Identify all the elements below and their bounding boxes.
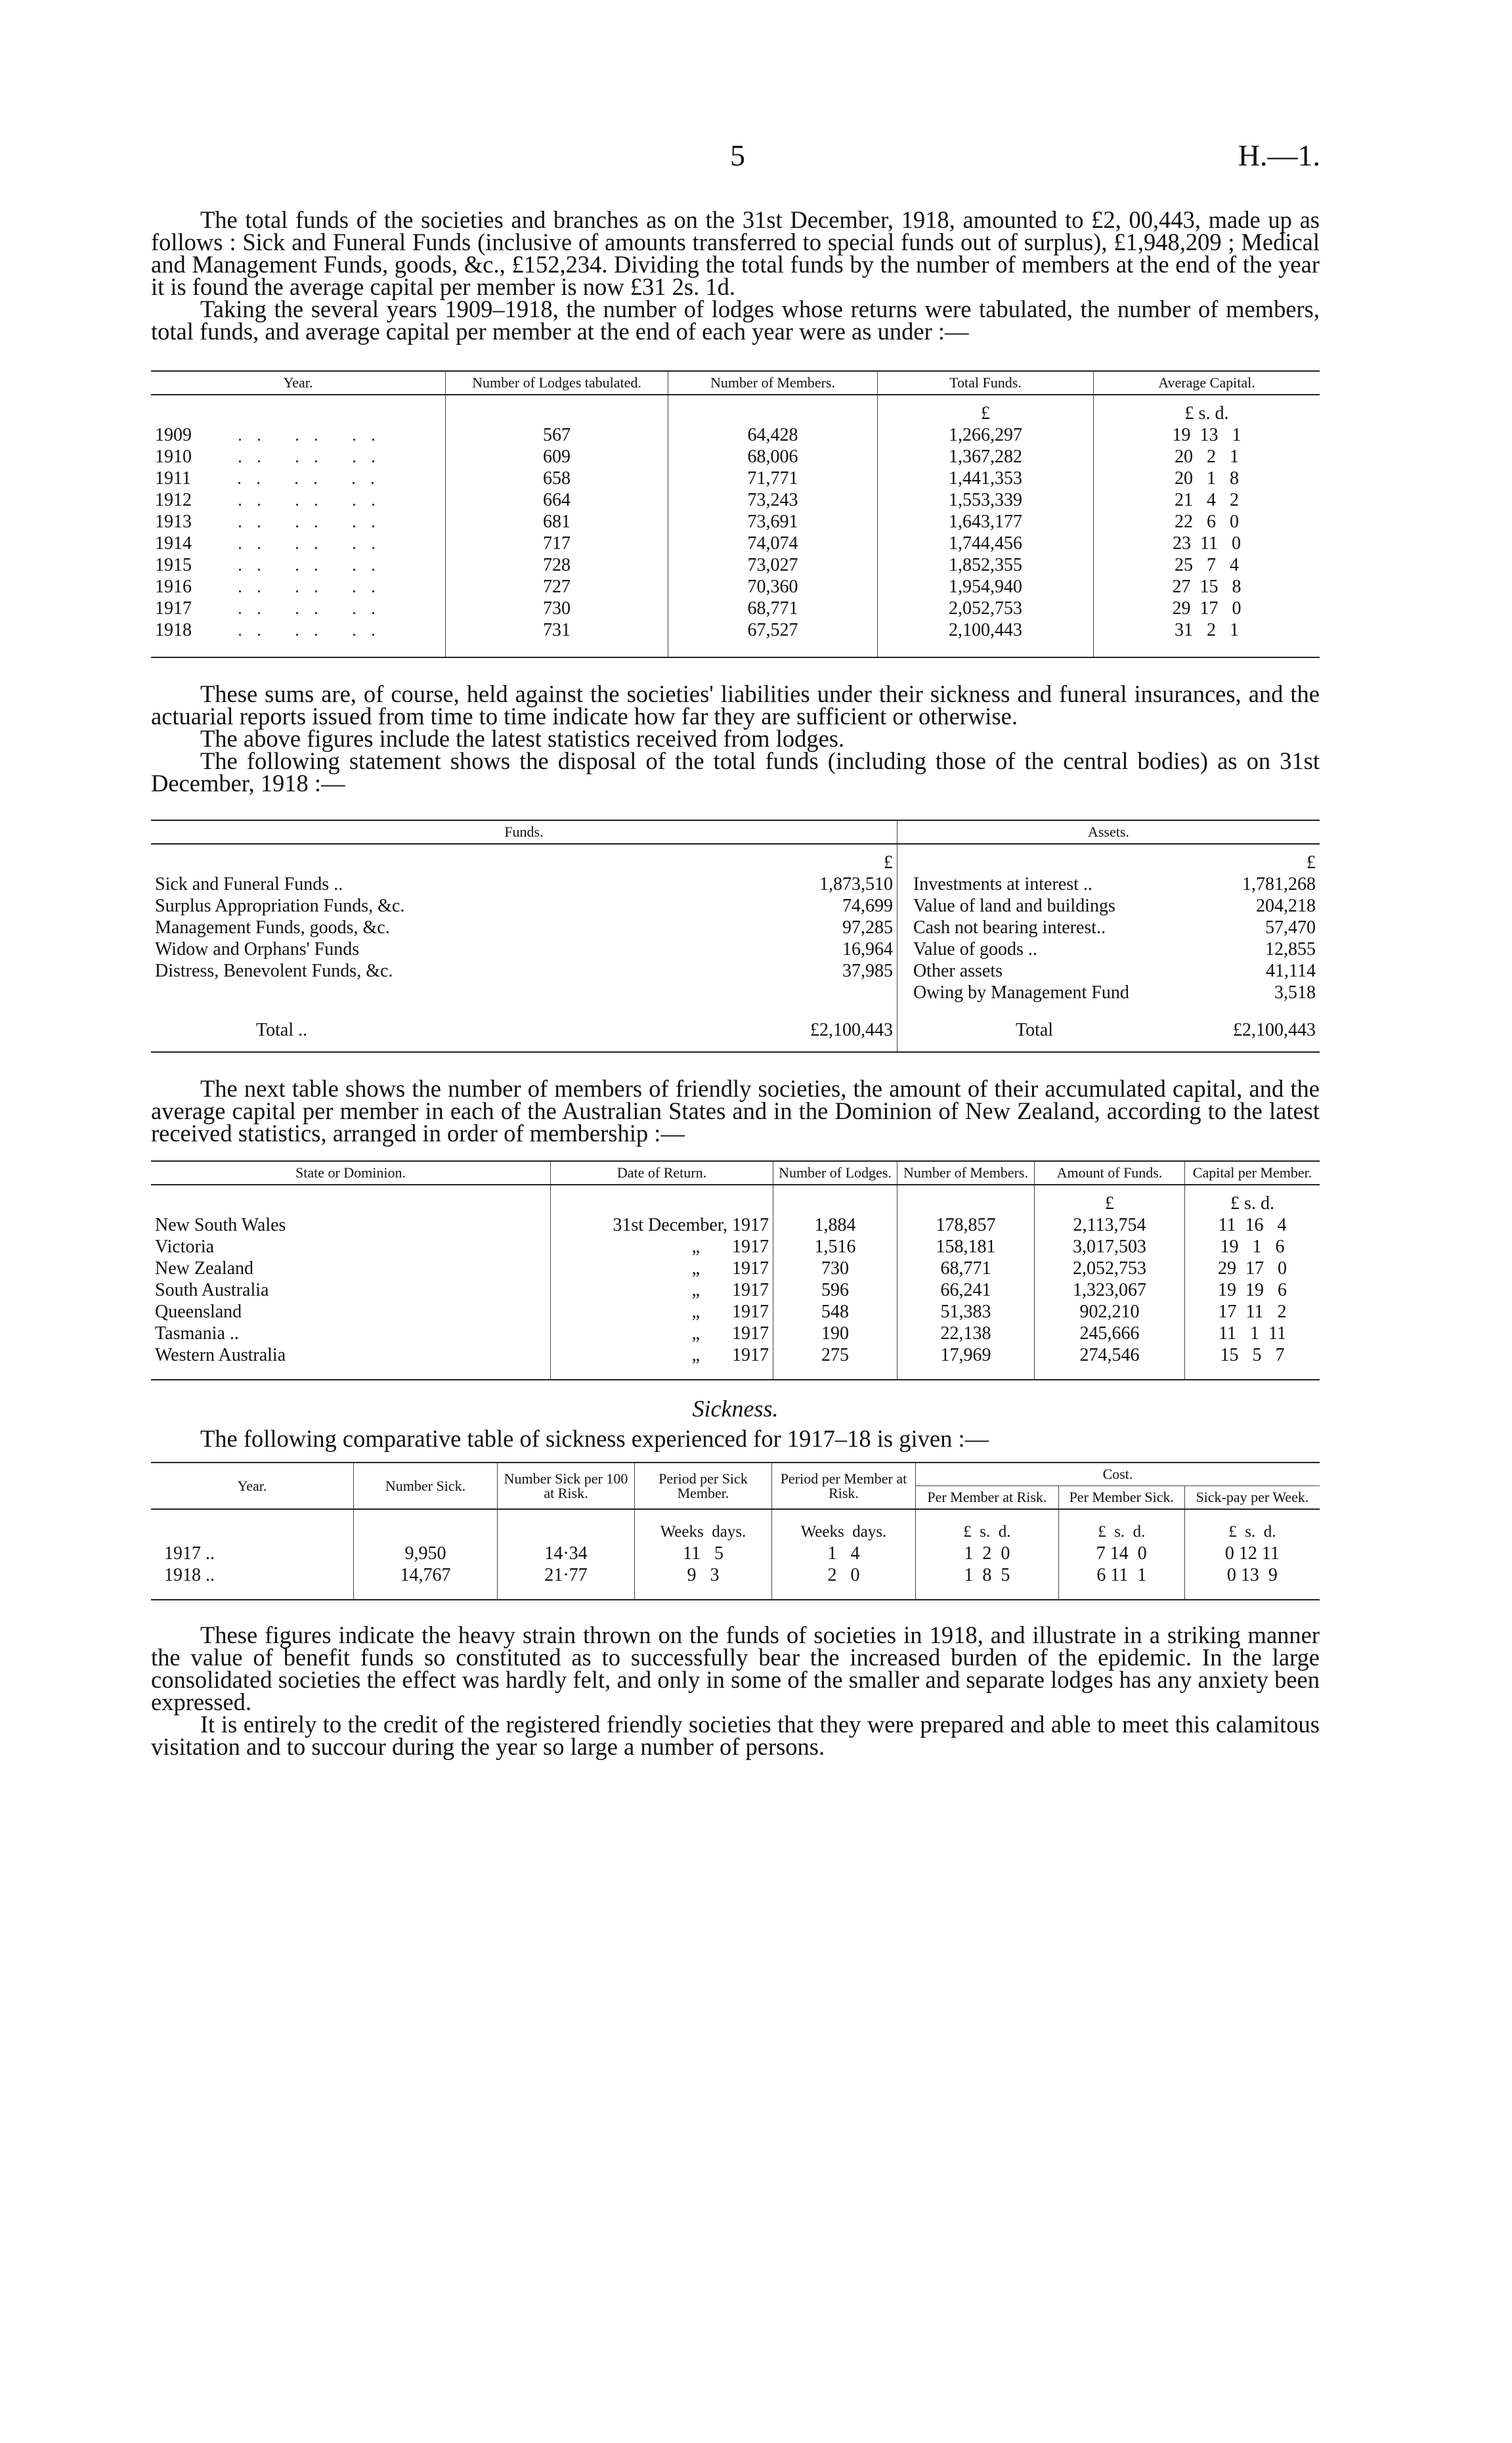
col-state: State or Dominion. xyxy=(151,1161,551,1185)
cell-members: 22,138 xyxy=(897,1323,1035,1344)
cell-date: „ 1917 xyxy=(551,1236,773,1258)
table-row xyxy=(151,424,1320,446)
col-lodges: Number of Lodges tabulated. xyxy=(446,371,668,395)
cell-lodges: 275 xyxy=(773,1344,897,1366)
table-row xyxy=(151,938,1320,960)
cell-sick-pay: 0 12 11 xyxy=(1224,1543,1280,1564)
table-lodges-by-year xyxy=(151,370,1320,658)
sickness-heading: Sickness. xyxy=(692,1396,779,1422)
cell-members: 158,181 xyxy=(897,1236,1035,1258)
col-capital: Capital per Member. xyxy=(1192,1164,1312,1181)
cell-year: 1909 .. .. .. xyxy=(151,424,446,446)
paragraph-heavy-strain: These figures indicate the heavy strain thrown on the funds of societies in 1918, and illustrate in a striking manner the value of benefit funds so constituted as to successfully bear the increased burden of the epidemic. In the large consolidated societies the effect was hardly felt, and only in some of the smaller and separate lodges has any anxiety been expressed. xyxy=(151,1621,1320,1715)
unit-pounds: £ xyxy=(1307,852,1316,873)
cell-state: Queensland xyxy=(151,1301,551,1323)
cell-period-sick: 11 5 xyxy=(635,1543,772,1564)
cell-asset-name: Cash not bearing interest.. xyxy=(913,917,1106,938)
cell-fund-value: 16,964 xyxy=(702,938,897,960)
cell-state: Tasmania .. xyxy=(151,1323,551,1344)
table-row xyxy=(151,1258,1320,1279)
page-header xyxy=(0,138,1512,177)
cell-members: 66,241 xyxy=(897,1279,1035,1301)
col-members: Number of Members. xyxy=(897,1161,1035,1185)
cell-lodges: 731 xyxy=(446,619,668,641)
cell-funds: 2,052,753 xyxy=(1035,1258,1185,1279)
table-row xyxy=(151,1344,1320,1366)
col-date: Date of Return. xyxy=(551,1161,773,1185)
cell-lodges: 658 xyxy=(446,468,668,489)
year-label: 1917 xyxy=(155,598,192,619)
cell-fund-value: 37,985 xyxy=(702,960,897,982)
year-label: 1915 xyxy=(155,555,192,575)
page-number: 5 xyxy=(730,139,745,172)
cell-funds: 2,113,754 xyxy=(1035,1214,1185,1236)
cell-period-risk: 1 4 xyxy=(772,1543,916,1564)
cell-lodges: 681 xyxy=(446,511,668,533)
cell-fund-name: Surplus Appropriation Funds, &c. xyxy=(155,896,405,916)
cell-cost-sick: 7 14 0 xyxy=(1058,1543,1184,1564)
col-funds: Funds. xyxy=(151,820,897,844)
cell-asset-name: Value of goods .. xyxy=(913,939,1037,959)
cell-sick-per-100: 21·77 xyxy=(498,1564,635,1586)
year-label: 1916 xyxy=(155,577,192,597)
table-row xyxy=(151,1279,1320,1301)
cell-total-funds: 1,744,456 xyxy=(878,533,1094,554)
unit-label: Weeks days. xyxy=(635,1521,772,1543)
cell-capital: 29 17 0 xyxy=(1218,1258,1287,1279)
cell-members: 70,360 xyxy=(668,576,878,598)
cell-date: „ 1917 xyxy=(551,1323,773,1344)
year-label: 1918 xyxy=(155,620,192,640)
table-sickness xyxy=(151,1462,1320,1600)
page-body xyxy=(151,206,1320,1760)
cell-state: Victoria xyxy=(151,1236,551,1258)
table-row xyxy=(151,511,1320,533)
table-row xyxy=(151,1543,1320,1564)
cell-year: 1913 .. .. .. xyxy=(151,511,446,533)
cell-members: 68,006 xyxy=(668,446,878,468)
table-states xyxy=(151,1160,1320,1380)
cell-asset-value: 3,518 xyxy=(1274,982,1316,1003)
assets-total-value: £2,100,443 xyxy=(1233,1020,1316,1040)
col-year: Year. xyxy=(151,371,446,395)
cell-sick-per-100: 14·34 xyxy=(498,1543,635,1564)
col-cost: Cost. xyxy=(916,1463,1320,1486)
unit-label: £ s. d. xyxy=(916,1521,1059,1543)
cell-total-funds: 1,367,282 xyxy=(878,446,1094,468)
assets-total-label: Total xyxy=(1015,1020,1054,1040)
cell-state: New South Wales xyxy=(151,1214,551,1236)
table-row xyxy=(151,554,1320,576)
cell-period-risk: 2 0 xyxy=(772,1564,916,1586)
cell-lodges: 190 xyxy=(773,1323,897,1344)
cell-asset-name: Investments at interest .. xyxy=(913,874,1092,894)
cell-date: 31st December, 1917 xyxy=(551,1214,773,1236)
table-row xyxy=(151,533,1320,554)
funds-total-value: £2,100,443 xyxy=(702,1019,897,1052)
col-average-capital: Average Capital. xyxy=(1158,374,1255,391)
cell-average-capital: 21 4 2 xyxy=(1175,490,1239,510)
cell-asset-value: 41,114 xyxy=(1266,961,1316,981)
cell-funds: 902,210 xyxy=(1035,1301,1185,1323)
cell-total-funds: 1,266,297 xyxy=(878,424,1094,446)
cell-cost-sick: 6 11 1 xyxy=(1058,1564,1184,1586)
cell-members: 68,771 xyxy=(897,1258,1035,1279)
cell-cost-risk: 1 2 0 xyxy=(916,1543,1059,1564)
unit-label: Weeks days. xyxy=(772,1521,916,1543)
cell-asset-value: 57,470 xyxy=(1265,917,1316,938)
cell-members: 67,527 xyxy=(668,619,878,641)
cell-lodges: 609 xyxy=(446,446,668,468)
cell-date: „ 1917 xyxy=(551,1279,773,1301)
cell-year: 1914 .. .. .. xyxy=(151,533,446,554)
cell-members: 71,771 xyxy=(668,468,878,489)
unit-lsd: £ s. d. xyxy=(1184,403,1229,424)
col-year: Year. xyxy=(151,1463,354,1509)
cell-lodges: 548 xyxy=(773,1301,897,1323)
cell-asset-value: 1,781,268 xyxy=(1242,874,1316,894)
year-label: 1909 xyxy=(155,425,192,445)
table-row xyxy=(151,489,1320,511)
cell-fund-name: Management Funds, goods, &c. xyxy=(155,917,390,938)
cell-lodges: 730 xyxy=(446,598,668,619)
cell-asset-value: 204,218 xyxy=(1256,896,1316,916)
cell-fund-name: Sick and Funeral Funds .. xyxy=(155,874,343,894)
cell-lodges: 717 xyxy=(446,533,668,554)
cell-number-sick: 14,767 xyxy=(354,1564,498,1586)
table-funds-assets xyxy=(151,820,1320,1053)
col-funds: Amount of Funds. xyxy=(1035,1161,1185,1185)
cell-lodges: 730 xyxy=(773,1258,897,1279)
cell-average-capital: 25 7 4 xyxy=(1175,555,1239,575)
table-row xyxy=(151,917,1320,938)
cell-asset-name: Owing by Management Fund xyxy=(913,982,1129,1003)
cell-empty xyxy=(702,982,897,1003)
paragraph-disposal: The following statement shows the disposal of the total funds (including those of the central bodies) as on 31st December, 1918 :— xyxy=(151,747,1320,797)
unit-pounds: £ xyxy=(1035,1193,1185,1214)
table-row xyxy=(151,1564,1320,1586)
cell-total-funds: 1,643,177 xyxy=(878,511,1094,533)
table-row xyxy=(151,468,1320,489)
cell-members: 64,428 xyxy=(668,424,878,446)
cell-capital: 11 16 4 xyxy=(1218,1215,1287,1235)
unit-pounds: £ xyxy=(702,852,897,873)
cell-year: 1918 .. .. .. xyxy=(151,619,446,641)
col-sick-pay-week: Sick-pay per Week. xyxy=(1196,1489,1309,1505)
cell-members: 17,969 xyxy=(897,1344,1035,1366)
cell-state: Western Australia xyxy=(151,1344,551,1366)
cell-average-capital: 20 2 1 xyxy=(1175,447,1239,467)
col-members: Number of Members. xyxy=(668,371,878,395)
col-period-sick: Period per Sick Member. xyxy=(635,1463,772,1509)
unit-label: £ s. d. xyxy=(1228,1523,1276,1541)
cell-lodges: 728 xyxy=(446,554,668,576)
cell-date: „ 1917 xyxy=(551,1344,773,1366)
cell-total-funds: 1,441,353 xyxy=(878,468,1094,489)
year-label: 1911 xyxy=(155,468,191,489)
cell-average-capital: 23 11 0 xyxy=(1173,533,1241,554)
funds-total-label: Total .. xyxy=(256,1020,308,1040)
cell-members: 74,074 xyxy=(668,533,878,554)
cell-sick-pay: 0 13 9 xyxy=(1226,1565,1278,1585)
cell-members: 73,691 xyxy=(668,511,878,533)
cell-year: 1917 .. .. .. xyxy=(151,598,446,619)
cell-fund-value: 74,699 xyxy=(702,895,897,917)
unit-label xyxy=(151,1521,354,1543)
paragraph-sickness: The following comparative table of sickness experienced for 1917–18 is given :— xyxy=(200,1425,989,1452)
cell-average-capital: 22 6 0 xyxy=(1175,512,1239,532)
cell-cost-risk: 1 8 5 xyxy=(916,1564,1059,1586)
paragraph-australian-states: The next table shows the number of members of friendly societies, the amount of their accumulated capital, and the average capital per member in each of the Australian States and in the Dominion of New Zealand, according to the latest received statistics, arranged in order of membership :— xyxy=(151,1075,1320,1147)
unit-pounds: £ xyxy=(878,403,1094,424)
cell-lodges: 664 xyxy=(446,489,668,511)
cell-state: South Australia xyxy=(151,1279,551,1301)
table-row xyxy=(151,1236,1320,1258)
cell-members: 51,383 xyxy=(897,1301,1035,1323)
unit-lsd: £ s. d. xyxy=(1230,1193,1274,1214)
year-label: 1912 xyxy=(155,490,192,510)
cell-empty xyxy=(151,982,702,1003)
cell-average-capital: 31 2 1 xyxy=(1175,620,1239,640)
cell-total-funds: 1,553,339 xyxy=(878,489,1094,511)
unit-label xyxy=(498,1521,635,1543)
col-period-risk: Period per Member at Risk. xyxy=(772,1463,916,1509)
cell-year: 1911 .. .. .. xyxy=(151,468,446,489)
cell-average-capital: 27 15 8 xyxy=(1172,577,1242,597)
col-sick-per-100: Number Sick per 100 at Risk. xyxy=(498,1463,635,1509)
cell-funds: 274,546 xyxy=(1035,1344,1185,1366)
cell-funds: 1,323,067 xyxy=(1035,1279,1185,1301)
cell-funds: 3,017,503 xyxy=(1035,1236,1185,1258)
cell-members: 73,243 xyxy=(668,489,878,511)
table-row-total xyxy=(151,1019,1320,1052)
cell-state: New Zealand xyxy=(151,1258,551,1279)
cell-total-funds: 2,052,753 xyxy=(878,598,1094,619)
cell-lodges: 567 xyxy=(446,424,668,446)
cell-year: 1918 .. xyxy=(151,1564,354,1586)
table-row xyxy=(151,895,1320,917)
cell-average-capital: 29 17 0 xyxy=(1172,598,1242,619)
year-label: 1913 xyxy=(155,512,192,532)
cell-fund-value: 1,873,510 xyxy=(702,873,897,895)
cell-lodges: 596 xyxy=(773,1279,897,1301)
cell-capital: 19 1 6 xyxy=(1220,1237,1285,1257)
cell-year: 1916 .. .. .. xyxy=(151,576,446,598)
unit-label: £ s. d. xyxy=(1058,1521,1184,1543)
col-assets: Assets. xyxy=(1087,824,1129,840)
cell-asset-name: Value of land and buildings xyxy=(913,896,1115,916)
cell-total-funds: 1,852,355 xyxy=(878,554,1094,576)
cell-members: 73,027 xyxy=(668,554,878,576)
cell-number-sick: 9,950 xyxy=(354,1543,498,1564)
table-row xyxy=(151,873,1320,895)
table-row xyxy=(151,598,1320,619)
col-total-funds: Total Funds. xyxy=(878,371,1094,395)
table-row xyxy=(151,1301,1320,1323)
cell-fund-name: Distress, Benevolent Funds, &c. xyxy=(155,961,393,981)
cell-members: 178,857 xyxy=(897,1214,1035,1236)
cell-total-funds: 1,954,940 xyxy=(878,576,1094,598)
cell-capital: 15 5 7 xyxy=(1220,1345,1285,1365)
cell-average-capital: 19 13 1 xyxy=(1172,425,1242,445)
col-number-sick: Number Sick. xyxy=(354,1463,498,1509)
year-label: 1914 xyxy=(155,533,192,554)
table-row xyxy=(151,1214,1320,1236)
cell-year: 1915 .. .. .. xyxy=(151,554,446,576)
col-cost-per-member-risk: Per Member at Risk. xyxy=(916,1486,1059,1510)
col-cost-per-member-sick: Per Member Sick. xyxy=(1058,1486,1184,1510)
cell-capital: 17 11 2 xyxy=(1218,1302,1287,1322)
paragraph-several-years: Taking the several years 1909–1918, the number of lodges whose returns were tabulated, the number of members, total funds, and average capital per member at the end of each year were as under :— xyxy=(151,296,1320,345)
table-row xyxy=(151,576,1320,598)
year-label: 1910 xyxy=(155,447,192,467)
cell-members: 68,771 xyxy=(668,598,878,619)
paragraph-latest-statistics: The above figures include the latest statistics received from lodges. xyxy=(200,725,845,752)
cell-lodges: 727 xyxy=(446,576,668,598)
cell-period-sick: 9 3 xyxy=(635,1564,772,1586)
table-row xyxy=(151,982,1320,1003)
cell-average-capital: 20 1 8 xyxy=(1175,468,1239,489)
cell-lodges: 1,884 xyxy=(773,1214,897,1236)
cell-lodges: 1,516 xyxy=(773,1236,897,1258)
col-lodges: Number of Lodges. xyxy=(773,1161,897,1185)
cell-total-funds: 2,100,443 xyxy=(878,619,1094,641)
paragraph-total-funds: The total funds of the societies and branches as on the 31st December, 1918, amounted to £2, 00,443, made up as follows : Sick and Funeral Funds (inclusive of amounts transferred to special funds out of surplus), £1,948,209 ; Medical and Management Funds, goods, &c., £152,234. Dividing the total funds by the number of members at the end of the year it is found the average capital per member is now £31 2s. 1d. xyxy=(151,206,1320,300)
document-reference: H.—1. xyxy=(1238,139,1320,172)
cell-capital: 11 1 11 xyxy=(1219,1323,1286,1344)
cell-year: 1912 .. .. .. xyxy=(151,489,446,511)
cell-fund-name: Widow and Orphans' Funds xyxy=(155,939,360,959)
cell-date: „ 1917 xyxy=(551,1258,773,1279)
cell-asset-value: 12,855 xyxy=(1265,939,1316,959)
paragraph-liabilities: These sums are, of course, held against the societies' liabilities under their sickness and funeral insurances, and the actuarial reports issued from time to time indicate how far they are sufficient or otherwise. xyxy=(151,680,1320,730)
table-row xyxy=(151,446,1320,468)
cell-fund-value: 97,285 xyxy=(702,917,897,938)
cell-capital: 19 19 6 xyxy=(1218,1280,1287,1300)
cell-year: 1910 .. .. .. xyxy=(151,446,446,468)
table-row xyxy=(151,619,1320,641)
unit-label xyxy=(354,1521,498,1543)
cell-funds: 245,666 xyxy=(1035,1323,1185,1344)
cell-asset-name: Other assets xyxy=(913,961,1003,981)
cell-year: 1917 .. xyxy=(151,1543,354,1564)
cell-date: „ 1917 xyxy=(551,1301,773,1323)
table-row xyxy=(151,960,1320,982)
paragraph-credit: It is entirely to the credit of the registered friendly societies that they were prepared and able to meet this calamitous visitation and to succour during the year so large a number of persons. xyxy=(151,1711,1320,1760)
table-row xyxy=(151,1323,1320,1344)
